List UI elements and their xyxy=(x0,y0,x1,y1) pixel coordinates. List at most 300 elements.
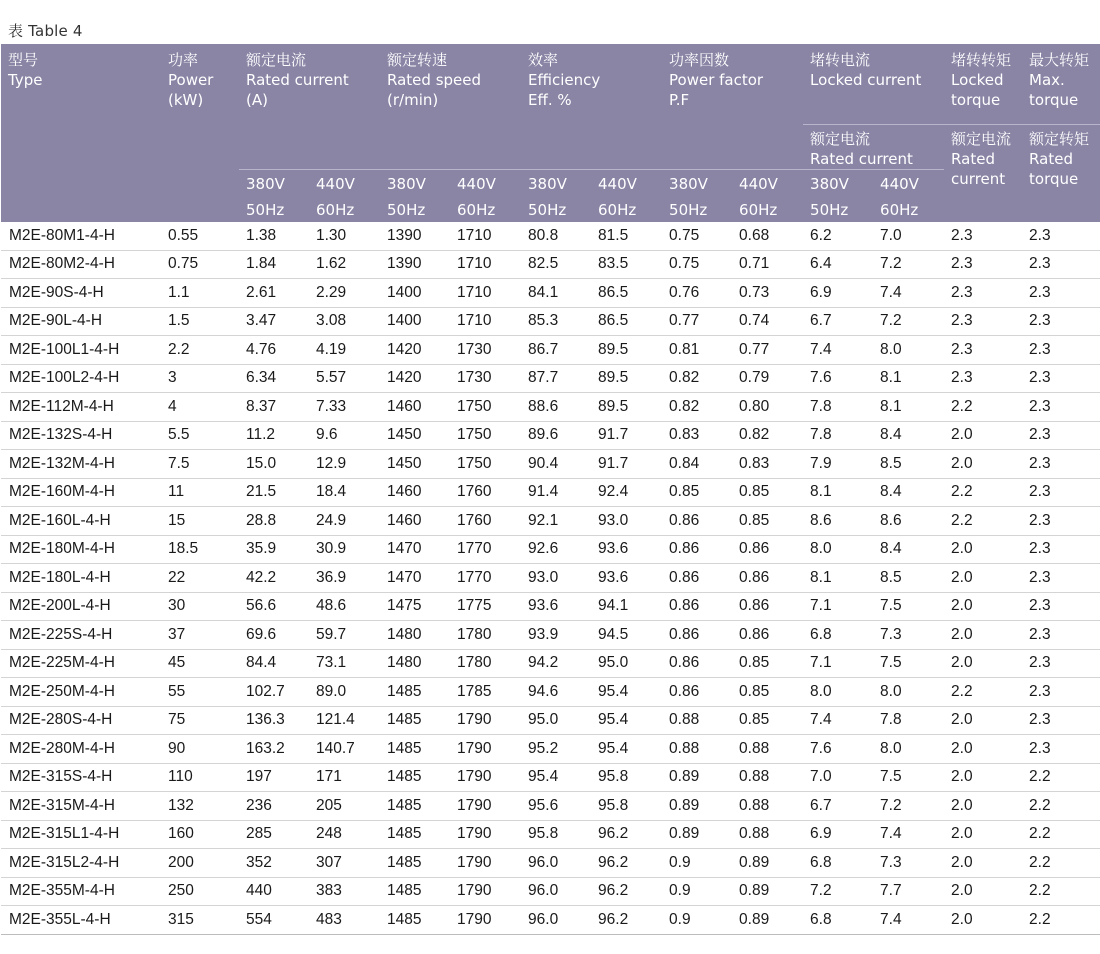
cell-value: 1485 xyxy=(380,906,450,935)
header-power: 功率 Power (kW) xyxy=(161,44,239,222)
cell-value: 95.4 xyxy=(521,763,591,792)
cell-value: 95.8 xyxy=(591,792,662,821)
cell-value: 1775 xyxy=(450,592,521,621)
cell-value: 89.6 xyxy=(521,421,591,450)
cell-value: 1780 xyxy=(450,649,521,678)
header-voltage-440v: 440V xyxy=(732,170,803,199)
cell-value: 18.4 xyxy=(309,478,380,507)
cell-value: 0.76 xyxy=(662,279,732,308)
cell-value: 2.3 xyxy=(1022,706,1100,735)
cell-value: 6.8 xyxy=(803,621,873,650)
cell-value: 7.5 xyxy=(161,450,239,479)
cell-type: M2E-132M-4-H xyxy=(1,450,161,479)
cell-value: 12.9 xyxy=(309,450,380,479)
cell-value: 1400 xyxy=(380,307,450,336)
cell-value: 93.9 xyxy=(521,621,591,650)
cell-value: 2.3 xyxy=(1022,507,1100,536)
header-frequency-50hz: 50Hz xyxy=(380,198,450,222)
cell-value: 8.1 xyxy=(803,564,873,593)
header-rated-speed: 额定转速 Rated speed (r/min) xyxy=(380,44,521,170)
cell-type: M2E-80M2-4-H xyxy=(1,250,161,279)
cell-type: M2E-80M1-4-H xyxy=(1,222,161,250)
cell-value: 86.5 xyxy=(591,279,662,308)
cell-value: 95.2 xyxy=(521,735,591,764)
cell-value: 96.0 xyxy=(521,849,591,878)
cell-value: 5.57 xyxy=(309,364,380,393)
cell-value: 0.89 xyxy=(662,763,732,792)
table-row xyxy=(1,849,1100,878)
cell-value: 55 xyxy=(161,678,239,707)
table-row xyxy=(1,222,1100,250)
cell-value: 1710 xyxy=(450,250,521,279)
cell-value: 6.34 xyxy=(239,364,309,393)
cell-value: 90.4 xyxy=(521,450,591,479)
cell-value: 7.4 xyxy=(803,706,873,735)
cell-value: 0.9 xyxy=(662,849,732,878)
cell-value: 28.8 xyxy=(239,507,309,536)
cell-type: M2E-100L1-4-H xyxy=(1,336,161,365)
cell-value: 1710 xyxy=(450,279,521,308)
cell-value: 2.0 xyxy=(944,849,1022,878)
cell-value: 91.7 xyxy=(591,421,662,450)
cell-value: 0.89 xyxy=(732,877,803,906)
cell-value: 0.74 xyxy=(732,307,803,336)
cell-value: 205 xyxy=(309,792,380,821)
cell-value: 2.3 xyxy=(1022,678,1100,707)
cell-value: 48.6 xyxy=(309,592,380,621)
cell-value: 2.0 xyxy=(944,649,1022,678)
table-row xyxy=(1,307,1100,336)
cell-value: 2.2 xyxy=(944,478,1022,507)
cell-value: 95.6 xyxy=(521,792,591,821)
cell-value: 383 xyxy=(309,877,380,906)
cell-value: 6.9 xyxy=(803,820,873,849)
cell-value: 3 xyxy=(161,364,239,393)
cell-value: 5.5 xyxy=(161,421,239,450)
cell-value: 1790 xyxy=(450,792,521,821)
cell-type: M2E-160L-4-H xyxy=(1,507,161,536)
cell-value: 2.0 xyxy=(944,535,1022,564)
cell-value: 2.3 xyxy=(1022,307,1100,336)
cell-value: 1450 xyxy=(380,421,450,450)
cell-value: 35.9 xyxy=(239,535,309,564)
cell-value: 15 xyxy=(161,507,239,536)
header-frequency-50hz: 50Hz xyxy=(662,198,732,222)
cell-value: 3.47 xyxy=(239,307,309,336)
cell-value: 1485 xyxy=(380,706,450,735)
cell-value: 1390 xyxy=(380,222,450,250)
cell-value: 1485 xyxy=(380,849,450,878)
header-locked-voltage-380v: 380V xyxy=(803,170,873,199)
cell-value: 8.1 xyxy=(803,478,873,507)
cell-value: 1480 xyxy=(380,649,450,678)
cell-value: 0.82 xyxy=(662,393,732,422)
cell-value: 102.7 xyxy=(239,678,309,707)
cell-value: 8.6 xyxy=(873,507,944,536)
cell-value: 91.7 xyxy=(591,450,662,479)
cell-value: 18.5 xyxy=(161,535,239,564)
cell-value: 8.37 xyxy=(239,393,309,422)
cell-value: 0.75 xyxy=(662,222,732,250)
cell-value: 1785 xyxy=(450,678,521,707)
cell-value: 80.8 xyxy=(521,222,591,250)
cell-value: 197 xyxy=(239,763,309,792)
cell-value: 94.5 xyxy=(591,621,662,650)
cell-value: 0.89 xyxy=(662,820,732,849)
cell-value: 96.2 xyxy=(591,877,662,906)
cell-value: 2.29 xyxy=(309,279,380,308)
cell-value: 2.3 xyxy=(1022,421,1100,450)
cell-value: 0.82 xyxy=(732,421,803,450)
table-row xyxy=(1,450,1100,479)
cell-value: 2.3 xyxy=(1022,592,1100,621)
cell-value: 7.33 xyxy=(309,393,380,422)
cell-value: 250 xyxy=(161,877,239,906)
cell-value: 1710 xyxy=(450,222,521,250)
cell-value: 0.88 xyxy=(662,706,732,735)
cell-value: 2.3 xyxy=(944,250,1022,279)
cell-value: 2.3 xyxy=(1022,279,1100,308)
cell-value: 307 xyxy=(309,849,380,878)
cell-value: 8.5 xyxy=(873,450,944,479)
cell-value: 2.0 xyxy=(944,564,1022,593)
cell-value: 2.2 xyxy=(1022,849,1100,878)
cell-value: 0.86 xyxy=(662,678,732,707)
cell-value: 86.7 xyxy=(521,336,591,365)
cell-value: 0.84 xyxy=(662,450,732,479)
header-voltage-440v: 440V xyxy=(591,170,662,199)
cell-value: 0.86 xyxy=(732,535,803,564)
header-power-factor: 功率因数 Power factor P.F xyxy=(662,44,803,170)
cell-value: 200 xyxy=(161,849,239,878)
cell-value: 96.2 xyxy=(591,906,662,935)
table-row xyxy=(1,250,1100,279)
cell-value: 2.3 xyxy=(1022,250,1100,279)
cell-value: 81.5 xyxy=(591,222,662,250)
cell-value: 1750 xyxy=(450,450,521,479)
cell-value: 87.7 xyxy=(521,364,591,393)
cell-value: 90 xyxy=(161,735,239,764)
cell-value: 7.4 xyxy=(803,336,873,365)
cell-value: 0.83 xyxy=(662,421,732,450)
header-locked-voltage-440v: 440V xyxy=(873,170,944,199)
cell-value: 2.3 xyxy=(1022,564,1100,593)
cell-value: 6.2 xyxy=(803,222,873,250)
cell-value: 11 xyxy=(161,478,239,507)
cell-value: 7.0 xyxy=(803,763,873,792)
cell-value: 93.0 xyxy=(521,564,591,593)
motor-spec-table xyxy=(1,44,1100,935)
table-row xyxy=(1,763,1100,792)
cell-value: 0.9 xyxy=(662,906,732,935)
cell-value: 1790 xyxy=(450,849,521,878)
cell-value: 95.0 xyxy=(521,706,591,735)
cell-value: 56.6 xyxy=(239,592,309,621)
header-max-torque: 最大转矩 Max. torque xyxy=(1022,44,1100,125)
cell-value: 2.0 xyxy=(944,706,1022,735)
table-row xyxy=(1,906,1100,935)
cell-value: 96.0 xyxy=(521,906,591,935)
cell-value: 121.4 xyxy=(309,706,380,735)
cell-value: 7.6 xyxy=(803,735,873,764)
cell-value: 92.4 xyxy=(591,478,662,507)
cell-value: 0.86 xyxy=(662,621,732,650)
cell-value: 1710 xyxy=(450,307,521,336)
cell-value: 0.86 xyxy=(662,535,732,564)
cell-value: 2.3 xyxy=(944,364,1022,393)
cell-value: 0.79 xyxy=(732,364,803,393)
cell-value: 1470 xyxy=(380,564,450,593)
cell-value: 3.08 xyxy=(309,307,380,336)
header-voltage-380v: 380V xyxy=(239,170,309,199)
cell-value: 96.0 xyxy=(521,877,591,906)
cell-value: 92.1 xyxy=(521,507,591,536)
cell-value: 140.7 xyxy=(309,735,380,764)
cell-type: M2E-315L1-4-H xyxy=(1,820,161,849)
table-caption: 表 Table 4 xyxy=(8,22,83,40)
cell-value: 2.0 xyxy=(944,621,1022,650)
cell-value: 1460 xyxy=(380,478,450,507)
header-frequency-50hz: 50Hz xyxy=(521,198,591,222)
cell-value: 7.1 xyxy=(803,649,873,678)
cell-value: 7.9 xyxy=(803,450,873,479)
cell-value: 0.86 xyxy=(662,649,732,678)
cell-value: 0.88 xyxy=(732,792,803,821)
cell-value: 95.8 xyxy=(521,820,591,849)
cell-value: 0.83 xyxy=(732,450,803,479)
header-frequency-60hz: 60Hz xyxy=(591,198,662,222)
cell-value: 37 xyxy=(161,621,239,650)
cell-value: 7.4 xyxy=(873,820,944,849)
cell-value: 8.0 xyxy=(873,678,944,707)
cell-value: 0.81 xyxy=(662,336,732,365)
cell-value: 1760 xyxy=(450,507,521,536)
cell-type: M2E-250M-4-H xyxy=(1,678,161,707)
cell-value: 2.2 xyxy=(1022,877,1100,906)
cell-value: 1400 xyxy=(380,279,450,308)
header-frequency-60hz: 60Hz xyxy=(309,198,380,222)
cell-value: 2.3 xyxy=(1022,336,1100,365)
header-frequency-60hz: 60Hz xyxy=(732,198,803,222)
table-row xyxy=(1,877,1100,906)
cell-type: M2E-355M-4-H xyxy=(1,877,161,906)
cell-value: 171 xyxy=(309,763,380,792)
cell-value: 8.4 xyxy=(873,421,944,450)
cell-value: 15.0 xyxy=(239,450,309,479)
table-row xyxy=(1,564,1100,593)
cell-value: 84.1 xyxy=(521,279,591,308)
cell-type: M2E-225M-4-H xyxy=(1,649,161,678)
cell-value: 1790 xyxy=(450,877,521,906)
cell-value: 160 xyxy=(161,820,239,849)
cell-value: 7.0 xyxy=(873,222,944,250)
cell-value: 315 xyxy=(161,906,239,935)
cell-value: 0.88 xyxy=(732,763,803,792)
table-row xyxy=(1,592,1100,621)
cell-value: 8.5 xyxy=(873,564,944,593)
cell-value: 0.75 xyxy=(161,250,239,279)
cell-value: 0.88 xyxy=(732,820,803,849)
cell-value: 85.3 xyxy=(521,307,591,336)
cell-value: 6.9 xyxy=(803,279,873,308)
cell-type: M2E-200L-4-H xyxy=(1,592,161,621)
header-locked-current: 堵转电流 Locked current xyxy=(803,44,944,125)
cell-value: 11.2 xyxy=(239,421,309,450)
cell-value: 1485 xyxy=(380,678,450,707)
cell-value: 0.85 xyxy=(732,478,803,507)
cell-value: 0.86 xyxy=(732,592,803,621)
cell-value: 95.4 xyxy=(591,678,662,707)
cell-value: 21.5 xyxy=(239,478,309,507)
header-frequency-50hz: 50Hz xyxy=(239,198,309,222)
cell-value: 0.75 xyxy=(662,250,732,279)
cell-value: 248 xyxy=(309,820,380,849)
cell-value: 2.61 xyxy=(239,279,309,308)
cell-type: M2E-315L2-4-H xyxy=(1,849,161,878)
table-row xyxy=(1,820,1100,849)
cell-value: 1475 xyxy=(380,592,450,621)
cell-value: 93.0 xyxy=(591,507,662,536)
cell-type: M2E-100L2-4-H xyxy=(1,364,161,393)
cell-value: 2.2 xyxy=(944,507,1022,536)
cell-value: 69.6 xyxy=(239,621,309,650)
cell-value: 2.0 xyxy=(944,735,1022,764)
table-row xyxy=(1,507,1100,536)
cell-value: 22 xyxy=(161,564,239,593)
cell-value: 2.2 xyxy=(161,336,239,365)
cell-value: 1.1 xyxy=(161,279,239,308)
cell-type: M2E-90S-4-H xyxy=(1,279,161,308)
cell-value: 0.77 xyxy=(662,307,732,336)
cell-value: 75 xyxy=(161,706,239,735)
cell-value: 9.6 xyxy=(309,421,380,450)
cell-value: 0.89 xyxy=(732,906,803,935)
cell-value: 1760 xyxy=(450,478,521,507)
header-voltage-380v: 380V xyxy=(521,170,591,199)
table-row xyxy=(1,649,1100,678)
cell-value: 91.4 xyxy=(521,478,591,507)
cell-value: 1770 xyxy=(450,564,521,593)
cell-value: 36.9 xyxy=(309,564,380,593)
cell-value: 0.88 xyxy=(732,735,803,764)
cell-value: 0.89 xyxy=(662,792,732,821)
cell-value: 88.6 xyxy=(521,393,591,422)
cell-value: 6.4 xyxy=(803,250,873,279)
cell-value: 24.9 xyxy=(309,507,380,536)
cell-value: 352 xyxy=(239,849,309,878)
cell-value: 7.5 xyxy=(873,763,944,792)
header-locked-frequency-50hz: 50Hz xyxy=(803,198,873,222)
table-header xyxy=(1,44,1100,222)
cell-value: 1485 xyxy=(380,763,450,792)
cell-value: 1485 xyxy=(380,820,450,849)
cell-value: 2.0 xyxy=(944,906,1022,935)
cell-type: M2E-225S-4-H xyxy=(1,621,161,650)
cell-value: 1750 xyxy=(450,421,521,450)
cell-value: 163.2 xyxy=(239,735,309,764)
cell-type: M2E-160M-4-H xyxy=(1,478,161,507)
cell-value: 7.5 xyxy=(873,649,944,678)
cell-value: 2.3 xyxy=(1022,649,1100,678)
cell-value: 1790 xyxy=(450,735,521,764)
cell-value: 6.8 xyxy=(803,849,873,878)
cell-value: 2.2 xyxy=(1022,763,1100,792)
cell-value: 94.1 xyxy=(591,592,662,621)
cell-value: 7.7 xyxy=(873,877,944,906)
cell-value: 0.86 xyxy=(662,592,732,621)
cell-value: 2.0 xyxy=(944,763,1022,792)
cell-value: 89.5 xyxy=(591,393,662,422)
cell-value: 440 xyxy=(239,877,309,906)
header-locked-torque-ratio: 额定电流 Rated current xyxy=(944,125,1022,223)
cell-value: 86.5 xyxy=(591,307,662,336)
cell-value: 1.38 xyxy=(239,222,309,250)
cell-value: 2.0 xyxy=(944,820,1022,849)
cell-value: 0.88 xyxy=(662,735,732,764)
cell-value: 8.1 xyxy=(873,393,944,422)
cell-value: 1460 xyxy=(380,507,450,536)
cell-type: M2E-355L-4-H xyxy=(1,906,161,935)
cell-value: 4 xyxy=(161,393,239,422)
cell-value: 1.30 xyxy=(309,222,380,250)
cell-value: 0.85 xyxy=(732,649,803,678)
cell-value: 2.2 xyxy=(1022,820,1100,849)
cell-value: 1390 xyxy=(380,250,450,279)
cell-value: 1.84 xyxy=(239,250,309,279)
cell-value: 2.3 xyxy=(944,336,1022,365)
cell-value: 7.8 xyxy=(803,421,873,450)
cell-value: 2.3 xyxy=(1022,450,1100,479)
cell-value: 1420 xyxy=(380,364,450,393)
header-max-torque-ratio: 额定转矩 Rated torque xyxy=(1022,125,1100,223)
cell-value: 82.5 xyxy=(521,250,591,279)
cell-value: 8.4 xyxy=(873,478,944,507)
cell-value: 0.89 xyxy=(732,849,803,878)
cell-value: 2.3 xyxy=(1022,535,1100,564)
cell-value: 1790 xyxy=(450,906,521,935)
cell-value: 89.5 xyxy=(591,336,662,365)
cell-value: 2.0 xyxy=(944,792,1022,821)
table-row xyxy=(1,336,1100,365)
cell-value: 95.8 xyxy=(591,763,662,792)
cell-value: 30.9 xyxy=(309,535,380,564)
cell-value: 2.3 xyxy=(1022,364,1100,393)
cell-value: 93.6 xyxy=(591,564,662,593)
header-frequency-60hz: 60Hz xyxy=(450,198,521,222)
cell-value: 2.2 xyxy=(944,393,1022,422)
cell-value: 1485 xyxy=(380,792,450,821)
table-row xyxy=(1,735,1100,764)
table-row xyxy=(1,393,1100,422)
cell-value: 96.2 xyxy=(591,849,662,878)
header-efficiency: 效率 Efficiency Eff. % xyxy=(521,44,662,170)
table-row xyxy=(1,279,1100,308)
cell-value: 554 xyxy=(239,906,309,935)
cell-value: 1450 xyxy=(380,450,450,479)
header-locked-current-ratio: 额定电流 Rated current xyxy=(803,125,944,170)
cell-value: 1485 xyxy=(380,735,450,764)
cell-value: 92.6 xyxy=(521,535,591,564)
cell-value: 1.5 xyxy=(161,307,239,336)
header-voltage-380v: 380V xyxy=(662,170,732,199)
cell-type: M2E-280M-4-H xyxy=(1,735,161,764)
cell-value: 0.80 xyxy=(732,393,803,422)
cell-value: 0.86 xyxy=(662,564,732,593)
header-voltage-440v: 440V xyxy=(450,170,521,199)
cell-value: 1790 xyxy=(450,820,521,849)
cell-value: 110 xyxy=(161,763,239,792)
cell-type: M2E-180L-4-H xyxy=(1,564,161,593)
